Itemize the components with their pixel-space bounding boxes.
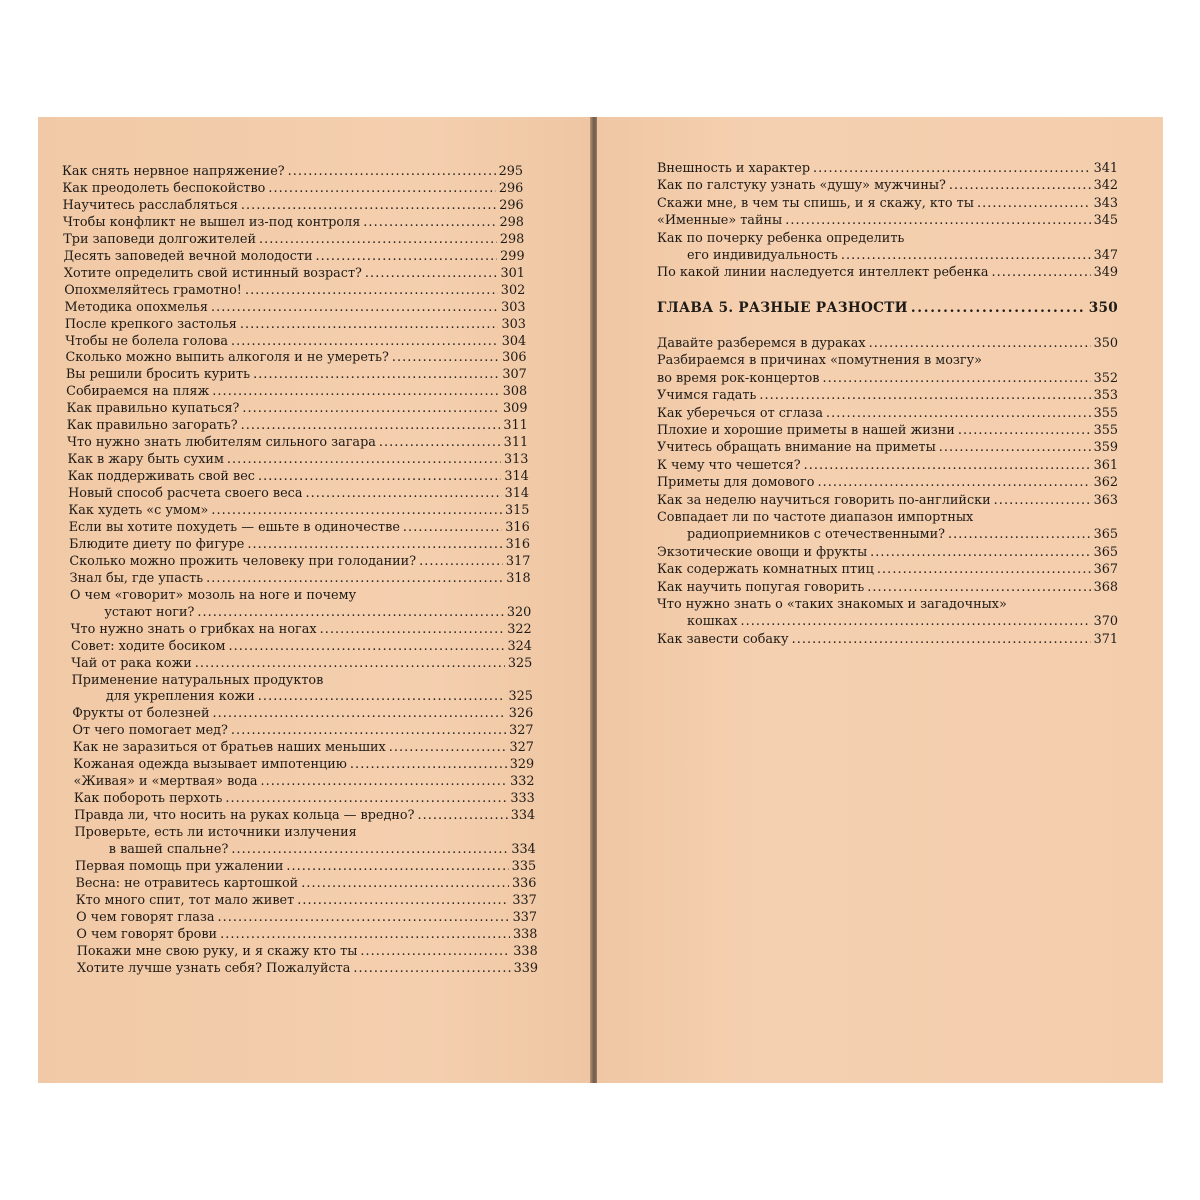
toc-entry-page: 327: [509, 723, 534, 739]
toc-entry-page: 303: [501, 316, 526, 332]
toc-entry: [65, 299, 526, 317]
dot-leader: [225, 790, 507, 808]
toc-entry-title: Как не заразиться от братьев наших меньших: [72, 740, 386, 756]
toc-entry-title: Опохмеляйтесь грамотно!: [64, 282, 242, 298]
toc-entry: [71, 655, 532, 673]
toc-entry: [68, 468, 529, 486]
toc-entry-title: Приметы для домового: [657, 475, 815, 491]
dot-leader: [958, 422, 1091, 440]
toc-entry-page: 298: [499, 214, 524, 230]
toc-entry: [65, 316, 526, 334]
dot-leader: [195, 655, 505, 673]
dot-leader: [939, 439, 1091, 457]
toc-entry-page: 313: [504, 452, 529, 468]
dot-leader: [949, 177, 1091, 195]
dot-leader: [759, 387, 1090, 405]
toc-entry-title: Совет: ходите босиком: [70, 638, 226, 654]
dot-leader: [305, 485, 501, 503]
toc-entry-page: 314: [504, 486, 530, 502]
toc-entry-page: 341: [1093, 161, 1118, 176]
toc-entry: [62, 180, 523, 198]
toc-entry: [74, 807, 535, 825]
toc-entry-page: 324: [507, 638, 532, 654]
toc-entry: [687, 247, 1118, 265]
toc-entry-title: Правда ли, что носить на руках кольца — вредно?: [74, 808, 415, 824]
toc-entry-title: Проверьте, есть ли источники излучения: [74, 825, 357, 841]
toc-entry-page: 350: [1093, 336, 1118, 351]
dot-leader: [212, 383, 499, 401]
toc-entry: [106, 688, 533, 706]
toc-entry-page: 334: [511, 842, 536, 857]
dot-leader: [822, 370, 1090, 388]
dot-leader: [869, 335, 1091, 353]
toc-entry: [657, 544, 1118, 562]
dot-leader: [417, 807, 507, 825]
dot-leader: [419, 553, 503, 571]
toc-entry-page: 317: [505, 553, 531, 569]
toc-entry: [687, 526, 1118, 544]
dot-leader: [994, 492, 1091, 510]
dot-leader: [286, 858, 508, 876]
toc-entry-title: Как в жару быть сухим: [67, 452, 224, 468]
toc-entry: [76, 909, 537, 927]
toc-entry-page: 318: [506, 570, 531, 586]
toc-entry: [64, 265, 525, 283]
toc-entry-page: 302: [500, 282, 526, 298]
dot-leader: [792, 631, 1091, 649]
toc-entry-line: [657, 509, 973, 527]
toc-entry-title: Что нужно знать о «таких знакомых и загадочных»: [657, 597, 1007, 612]
toc-entry: [657, 264, 1118, 282]
dot-leader: [877, 561, 1091, 579]
toc-entry-title: Десять заповедей вечной молодости: [63, 248, 313, 264]
toc-entry-title: Как уберечься от сглаза: [657, 405, 823, 421]
dot-leader: [948, 526, 1091, 544]
dot-leader: [991, 264, 1090, 282]
toc-entry-title: Что нужно знать любителям сильного загара: [67, 435, 376, 451]
toc-entry-title: во время рок-концертов: [657, 370, 820, 386]
toc-entry-title: Знал бы, где упасть: [69, 570, 204, 586]
toc-entry-page: 362: [1093, 475, 1118, 491]
toc-entry-title: Сколько можно выпить алкоголя и не умереть?: [65, 350, 389, 366]
toc-entry: [75, 875, 536, 893]
dot-leader: [288, 163, 496, 181]
toc-entry: [69, 536, 530, 554]
toc-entry-page: 363: [1093, 492, 1118, 508]
toc-entry: [63, 214, 524, 232]
toc-entry-title: Первая помощь при ужалении: [75, 858, 284, 874]
toc-entry-title: Кто много спит, тот мало живет: [75, 892, 295, 908]
toc-entry: [657, 195, 1118, 213]
dot-leader: [241, 417, 501, 435]
toc-entry-title: Чтобы конфликт не вышел из-под контроля: [62, 214, 361, 230]
toc-entry: [657, 474, 1118, 492]
toc-entry-line: [657, 230, 904, 248]
toc-entry-title: Как за неделю научиться говорить по-английски: [657, 492, 991, 508]
toc-entry-title: кошках: [687, 614, 738, 630]
dot-leader: [268, 180, 495, 198]
toc-entry-page: 316: [505, 536, 531, 552]
toc-entry-title: в вашей спальне?: [108, 842, 229, 857]
toc-entry: [64, 248, 525, 266]
toc-entry-page: 311: [503, 418, 528, 434]
toc-entry-title: От чего помогает мед?: [72, 723, 228, 739]
toc-entry-title: О чем говорят брови: [76, 926, 218, 942]
toc-entry-page: 301: [500, 265, 525, 281]
toc-entry: [73, 722, 534, 740]
dot-leader: [870, 544, 1090, 562]
toc-entry: [657, 422, 1118, 440]
toc-entry-title: Собираемся на пляж: [66, 384, 210, 400]
dot-leader: [301, 875, 509, 893]
toc-entry-page: 337: [512, 892, 537, 908]
toc-entry: [71, 621, 532, 639]
toc-entry-page: 325: [508, 689, 533, 705]
toc-entry: [67, 417, 528, 435]
toc-entry-title: Давайте разберемся в дураках: [657, 336, 866, 351]
dot-leader: [227, 451, 501, 469]
dot-leader: [245, 282, 498, 300]
dot-leader: [841, 247, 1091, 265]
toc-entry-line: [657, 596, 1007, 614]
dot-leader: [212, 705, 505, 723]
dot-leader: [911, 299, 1086, 317]
toc-entry-title: Как преодолеть беспокойство: [62, 180, 266, 196]
toc-entry: [657, 405, 1118, 423]
toc-entry-page: 315: [504, 503, 530, 518]
toc-entry-title: ГЛАВА 5. РАЗНЫЕ РАЗНОСТИ: [657, 300, 908, 316]
toc-entry-page: 339: [513, 960, 539, 976]
toc-entry-page: 311: [503, 435, 529, 451]
toc-entry: [657, 631, 1118, 649]
toc-entry-page: 296: [498, 180, 524, 196]
toc-entry-page: 320: [506, 604, 532, 620]
toc-entry-title: Весна: не отравитесь картошкой: [75, 875, 299, 891]
toc-entry: [77, 943, 538, 961]
dot-leader: [259, 231, 497, 249]
dot-leader: [977, 195, 1091, 213]
toc-entry-title: Как худеть «с умом»: [68, 503, 209, 518]
toc-entry: [66, 400, 527, 418]
toc-entry-page: 334: [510, 808, 536, 824]
toc-entry: [67, 434, 528, 452]
toc-entry-page: 316: [505, 519, 530, 535]
toc-entry-title: Блюдите диету по фигуре: [69, 536, 245, 552]
toc-entry-title: Вы решили бросить курить: [65, 367, 251, 383]
toc-entry-title: устают ноги?: [104, 604, 195, 620]
toc-entry-title: Как побороть перхоть: [73, 791, 223, 807]
toc-entry-page: 355: [1093, 405, 1118, 421]
toc-entry: [109, 841, 536, 859]
toc-entry-page: 370: [1093, 614, 1118, 630]
dot-leader: [253, 366, 499, 384]
toc-entry-title: Совпадает ли по частоте диапазон импортных: [657, 510, 974, 525]
toc-entry-title: Учитесь обращать внимание на приметы: [657, 440, 936, 456]
toc-entry-title: Чтобы не болела голова: [65, 333, 229, 349]
toc-entry-page: 338: [513, 943, 538, 959]
toc-entry-page: 327: [509, 740, 534, 756]
dot-leader: [350, 756, 507, 774]
toc-entry-page: 353: [1093, 388, 1118, 404]
toc-entry-title: Как содержать комнатных птиц: [657, 562, 874, 578]
toc-entry-title: его индивидуальность: [687, 248, 838, 263]
toc-entry-page: 350: [1088, 300, 1118, 316]
toc-entry: [68, 485, 529, 503]
dot-leader: [229, 638, 505, 656]
toc-entry: [657, 299, 1118, 317]
toc-entry-page: 352: [1093, 370, 1118, 386]
dot-leader: [258, 468, 501, 486]
toc-entry-title: Чай от рака кожи: [71, 655, 192, 671]
toc-entry-title: Как поддерживать свой вес: [67, 469, 255, 485]
toc-entry: [76, 892, 537, 910]
toc-entry-title: Как по галстуку узнать «душу» мужчины?: [657, 178, 946, 194]
dot-leader: [297, 892, 509, 910]
toc-entry-title: Что нужно знать о грибках на ногах: [70, 621, 317, 637]
dot-leader: [740, 613, 1090, 631]
toc-entry-title: Новый способ расчета своего веса: [68, 486, 303, 502]
toc-entry: [687, 613, 1118, 631]
toc-entry-page: 322: [507, 621, 532, 637]
toc-entry-page: 309: [503, 401, 528, 417]
toc-entry-title: Как снять нервное напряжение?: [62, 164, 285, 179]
toc-entry-page: 365: [1093, 544, 1118, 560]
toc-entry-title: Разбираемся в причинах «помутнения в мозгу»: [657, 353, 982, 369]
dot-leader: [211, 299, 498, 317]
dot-leader: [320, 621, 505, 639]
dot-leader: [231, 841, 508, 859]
toc-entry: [657, 212, 1118, 230]
toc-entry-line: [74, 824, 356, 842]
toc-entry-line: [657, 352, 982, 370]
toc-entry-page: 298: [499, 231, 525, 247]
dot-leader: [231, 722, 506, 740]
dot-leader: [403, 519, 502, 537]
toc-entry-title: Применение натуральных продуктов: [71, 672, 324, 688]
toc-entry: [67, 451, 528, 469]
dot-leader: [261, 773, 508, 791]
toc-entry-title: радиоприемников с отечественными?: [687, 527, 945, 543]
toc-entry: [657, 561, 1118, 579]
toc-entry-title: Если вы хотите похудеть — ешьте в одиночестве: [68, 519, 400, 535]
dot-leader: [817, 474, 1090, 492]
toc-entry: [72, 705, 533, 723]
toc-entry-page: 335: [511, 858, 537, 874]
toc-entry-title: для укрепления кожи: [105, 689, 255, 705]
toc-entry-page: 307: [502, 367, 527, 383]
toc-entry-title: Научитесь расслабляться: [62, 197, 238, 213]
toc-entry: [66, 383, 527, 401]
toc-entry: [657, 492, 1118, 510]
toc-entry-page: 365: [1093, 527, 1118, 543]
toc-entry-title: Как завести собаку: [657, 631, 789, 647]
dot-leader: [247, 536, 502, 554]
toc-entry-page: 295: [498, 164, 523, 179]
dot-leader: [389, 739, 507, 757]
toc-entry-page: 349: [1093, 265, 1118, 281]
toc-entry: [657, 370, 1118, 388]
toc-entry-title: О чем говорят глаза: [76, 909, 215, 925]
toc-entry: [69, 519, 530, 537]
toc-entry: [73, 739, 534, 757]
toc-entry: [75, 858, 536, 876]
toc-entry: [64, 282, 525, 300]
toc-entry-title: Экзотические овощи и фрукты: [657, 544, 868, 560]
toc-entry-page: 343: [1093, 195, 1118, 211]
dot-leader: [206, 570, 503, 588]
dot-leader: [785, 212, 1090, 230]
toc-entry: [62, 163, 523, 181]
toc-entry-page: 355: [1093, 423, 1118, 438]
toc-entry: [74, 790, 535, 808]
dot-leader: [258, 688, 506, 706]
dot-leader: [211, 502, 502, 520]
toc-entry-page: 296: [499, 197, 524, 213]
dot-leader: [240, 316, 499, 334]
toc-entry: [657, 177, 1118, 195]
dot-leader: [218, 909, 510, 927]
toc-entry-title: Покажи мне свою руку, и я скажу кто ты: [76, 943, 358, 959]
toc-entry: [657, 160, 1118, 178]
toc-entry-title: Плохие и хорошие приметы в нашей жизни: [657, 423, 955, 438]
toc-entry: [68, 502, 529, 520]
toc-entry-title: Скажи мне, в чем ты спишь, и я скажу, кто ты: [657, 195, 974, 211]
toc-entry-title: О чем «говорит» мозоль на ноге и почему: [70, 587, 357, 603]
toc-entry-page: 337: [512, 909, 538, 925]
dot-leader: [220, 926, 510, 944]
toc-entry: [77, 960, 538, 978]
dot-leader: [804, 457, 1091, 475]
dot-leader: [813, 160, 1091, 178]
toc-entry-title: Как правильно купаться?: [66, 401, 240, 417]
toc-entry-title: После крепкого застолья: [64, 316, 237, 332]
toc-entry-line: [70, 587, 356, 605]
toc-entry: [63, 197, 524, 215]
dot-leader: [379, 434, 501, 452]
toc-entry-page: 333: [510, 791, 535, 807]
toc-entry-page: 336: [512, 875, 537, 891]
toc-entry-title: Кожаная одежда вызывает импотенцию: [73, 757, 347, 773]
toc-entry-page: 367: [1093, 562, 1118, 578]
toc-entry-title: «Именные» тайны: [657, 213, 783, 229]
toc-entry: [657, 439, 1118, 457]
toc-entry-title: Как научить попугая говорить: [657, 579, 865, 595]
toc-entry-title: Как по почерку ребенка определить: [657, 230, 905, 246]
toc-entry-page: 303: [501, 299, 526, 315]
toc-entry-page: 371: [1093, 631, 1118, 647]
toc-entry: [69, 553, 530, 571]
toc-entry: [63, 231, 524, 249]
toc-entry-page: 314: [504, 469, 529, 485]
toc-entry-page: 308: [502, 384, 528, 400]
toc-entry-page: 361: [1093, 457, 1118, 473]
toc-entry-page: 306: [502, 350, 527, 366]
toc-entry: [76, 926, 537, 944]
toc-entry: [65, 333, 526, 351]
dot-leader: [197, 604, 504, 622]
toc-entry: [657, 457, 1118, 475]
dot-leader: [241, 197, 496, 215]
toc-entry-title: Сколько можно прожить человеку при голодании?: [69, 553, 417, 569]
toc-entry-page: 326: [508, 706, 534, 722]
toc-entry-title: К чему что чешется?: [657, 457, 801, 473]
toc-entry: [657, 335, 1118, 353]
toc-entry-line: [72, 672, 324, 690]
toc-entry-title: Как правильно загорать?: [66, 418, 238, 434]
dot-leader: [242, 400, 500, 418]
toc-entry: [74, 773, 535, 791]
dot-leader: [867, 579, 1090, 597]
toc-entry: [104, 604, 531, 622]
toc-entry-page: 332: [510, 774, 535, 790]
toc-entry-title: Фрукты от болезней: [72, 706, 210, 722]
toc-entry-title: По какой линии наследуется интеллект ребенка: [657, 265, 989, 281]
toc-entry-page: 338: [512, 926, 538, 942]
toc-entry: [657, 579, 1118, 597]
toc-entry-page: 304: [501, 333, 527, 349]
dot-leader: [365, 265, 498, 283]
toc-entry: [66, 349, 527, 367]
toc-entry-title: Методика опохмелья: [64, 299, 208, 315]
toc-entry-page: 329: [509, 757, 535, 773]
toc-entry-page: 345: [1093, 213, 1118, 229]
dot-leader: [360, 943, 510, 961]
toc-entry-title: Хотите определить свой истинный возраст?: [63, 265, 362, 281]
toc-entry-page: 342: [1093, 178, 1118, 194]
dot-leader: [353, 960, 510, 978]
dot-leader: [231, 333, 499, 351]
dot-leader: [826, 405, 1091, 423]
toc-entry-page: 299: [500, 248, 525, 264]
toc-entry-title: «Живая» и «мертвая» вода: [73, 774, 258, 790]
toc-entry-title: Учимся гадать: [657, 388, 757, 404]
toc-entry-page: 347: [1093, 248, 1118, 263]
toc-entry-title: Три заповеди долгожителей: [63, 231, 256, 247]
toc-entry-page: 325: [507, 655, 533, 671]
toc-entry-page: 368: [1093, 579, 1118, 595]
toc-entry-title: Внешность и характер: [657, 161, 811, 176]
toc-entry-title: Хотите лучше узнать себя? Пожалуйста: [77, 960, 351, 976]
toc-entry: [70, 570, 531, 588]
toc-entry: [66, 366, 527, 384]
toc-entry: [73, 756, 534, 774]
toc-entry: [71, 638, 532, 656]
toc-entry: [657, 387, 1118, 405]
dot-leader: [316, 248, 498, 266]
toc-entry-page: 359: [1093, 440, 1118, 456]
dot-leader: [392, 349, 499, 367]
dot-leader: [363, 214, 496, 232]
